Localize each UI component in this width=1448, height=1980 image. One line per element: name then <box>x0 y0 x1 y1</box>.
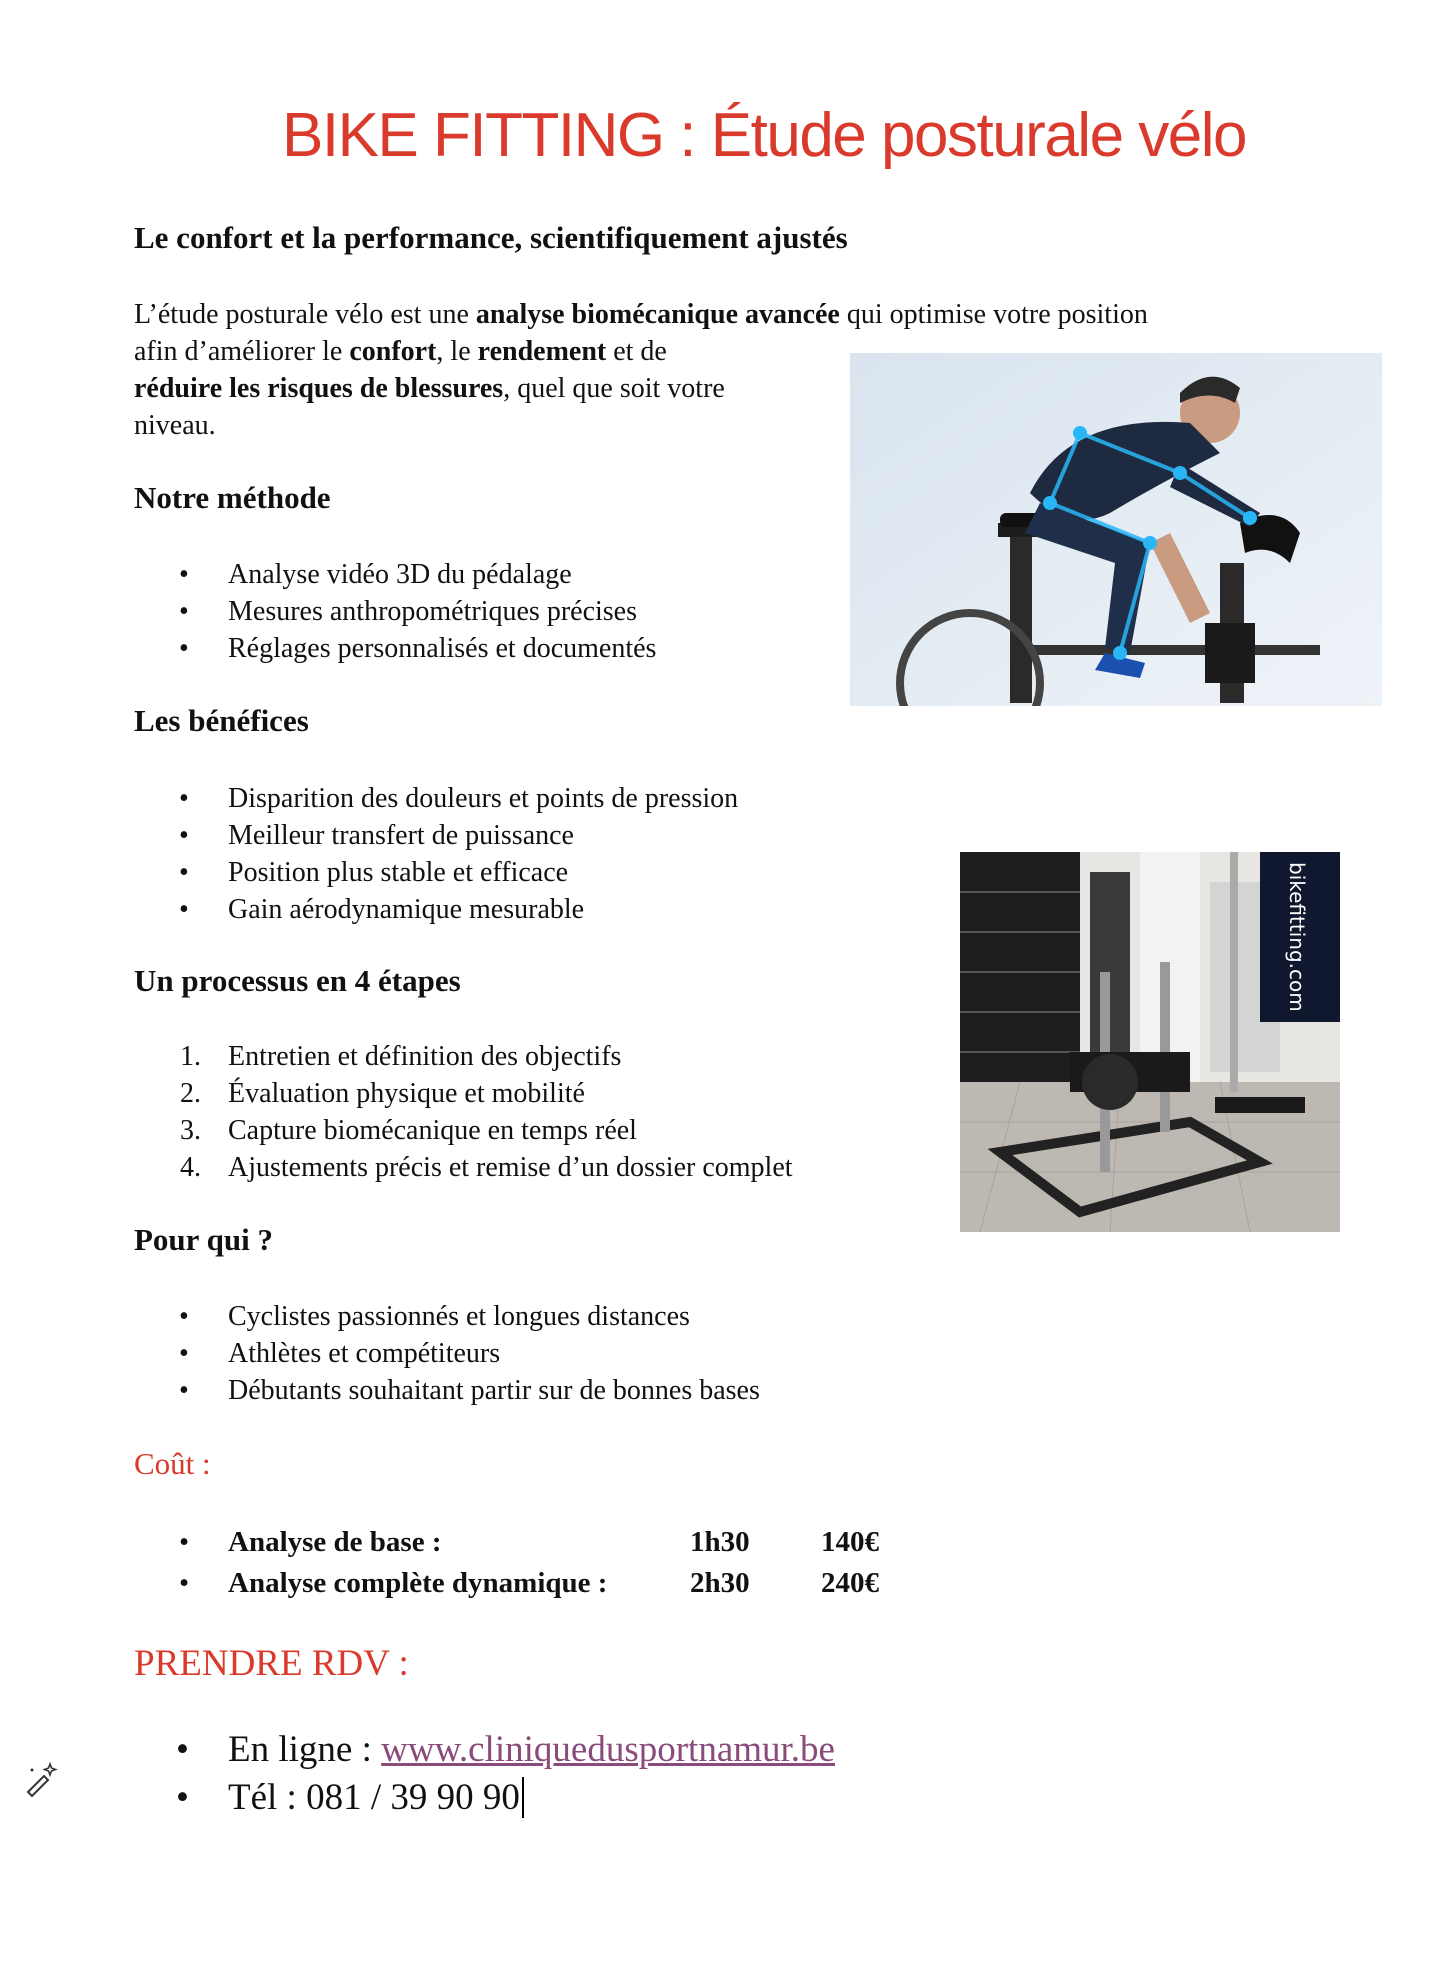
step-text: Ajustements précis et remise d’un dossier complet <box>228 1152 793 1183</box>
cost-price: 240€ <box>821 1567 879 1599</box>
cyclist-analysis-photo <box>850 353 1382 706</box>
cost-duration: 1h30 <box>690 1526 750 1558</box>
list-item: • Athlètes et compétiteurs <box>134 1335 760 1372</box>
banner-text: bikefitting.com <box>1285 862 1309 1012</box>
cost-row <box>134 1567 934 1608</box>
intro-text: niveau. <box>134 410 216 441</box>
step-number: 1. <box>180 1041 201 1072</box>
intro-bold: confort <box>349 336 437 367</box>
benefices-list <box>134 780 738 928</box>
bullet-icon: • <box>179 1526 190 1558</box>
processus-list <box>134 1038 793 1186</box>
cout-heading: Coût : <box>134 1446 211 1481</box>
list-item: • Gain aérodynamique mesurable <box>134 891 738 928</box>
studio-photo <box>960 852 1340 1232</box>
cost-duration: 2h30 <box>690 1567 750 1599</box>
intro-text: afin d’améliorer le <box>134 336 350 367</box>
list-item: • Analyse vidéo 3D du pédalage <box>134 556 656 593</box>
studio-illustration <box>960 852 1340 1232</box>
bullet-icon: • <box>179 1567 190 1599</box>
cost-label: Analyse de base : <box>228 1526 442 1558</box>
benefices-heading: Les bénéfices <box>134 703 309 738</box>
processus-heading: Un processus en 4 étapes <box>134 963 461 998</box>
list-item: • Réglages personnalisés et documentés <box>134 630 656 667</box>
pourqui-list <box>134 1298 760 1409</box>
magic-wand-svg <box>22 1762 58 1798</box>
list-item <box>134 1038 793 1075</box>
pourqui-heading: Pour qui ? <box>134 1222 273 1257</box>
list-item: • Cyclistes passionnés et longues distances <box>134 1298 760 1335</box>
list-item: • Mesures anthropométriques précises <box>134 593 656 630</box>
subtitle: Le confort et la performance, scientifiquement ajustés <box>134 220 848 255</box>
intro-text: , quel que soit votre <box>503 373 725 404</box>
step-text: Capture biomécanique en temps réel <box>228 1115 637 1146</box>
list-item: • Position plus stable et efficace <box>134 854 738 891</box>
methode-heading: Notre méthode <box>134 480 331 515</box>
step-number: 2. <box>180 1078 201 1109</box>
methode-list <box>134 556 656 667</box>
list-item: • Meilleur transfert de puissance <box>134 817 738 854</box>
intro-text: , le <box>436 336 478 367</box>
page-title: BIKE FITTING : Étude posturale vélo <box>282 101 1247 170</box>
intro-text: qui optimise votre position <box>839 299 1148 330</box>
rdv-list <box>134 1726 835 1822</box>
cout-table <box>134 1526 934 1608</box>
list-item <box>134 1774 835 1822</box>
intro-bold: analyse biomécanique avancée <box>475 299 840 330</box>
list-item: • Disparition des douleurs et points de pression <box>134 780 738 817</box>
step-number: 4. <box>180 1152 201 1183</box>
list-item <box>134 1149 793 1186</box>
cost-price: 140€ <box>821 1526 879 1558</box>
intro-bold: rendement <box>477 336 607 367</box>
intro-bold: réduire les risques de blessures <box>134 373 504 404</box>
list-item: • Débutants souhaitant partir sur de bonnes bases <box>134 1372 760 1409</box>
phone-number: Tél : 081 / 39 90 90 <box>228 1777 520 1818</box>
step-text: Évaluation physique et mobilité <box>228 1078 585 1109</box>
cost-label: Analyse complète dynamique : <box>228 1567 608 1599</box>
intro-text: L’étude posturale vélo est une <box>134 299 476 330</box>
rdv-heading: PRENDRE RDV : <box>134 1643 409 1684</box>
cyclist-illustration <box>850 353 1382 706</box>
website-link[interactable]: www.cliniquedusportnamur.be <box>381 1729 835 1770</box>
text-cursor <box>522 1777 524 1818</box>
cost-row <box>134 1526 934 1567</box>
intro-text: et de <box>606 336 667 367</box>
step-text: Entretien et définition des objectifs <box>228 1041 622 1072</box>
step-number: 3. <box>180 1115 201 1146</box>
list-item <box>134 1726 835 1774</box>
online-label: En ligne : <box>228 1729 382 1770</box>
list-item <box>134 1112 793 1149</box>
list-item <box>134 1075 793 1112</box>
magic-wand-icon[interactable] <box>22 1762 58 1798</box>
